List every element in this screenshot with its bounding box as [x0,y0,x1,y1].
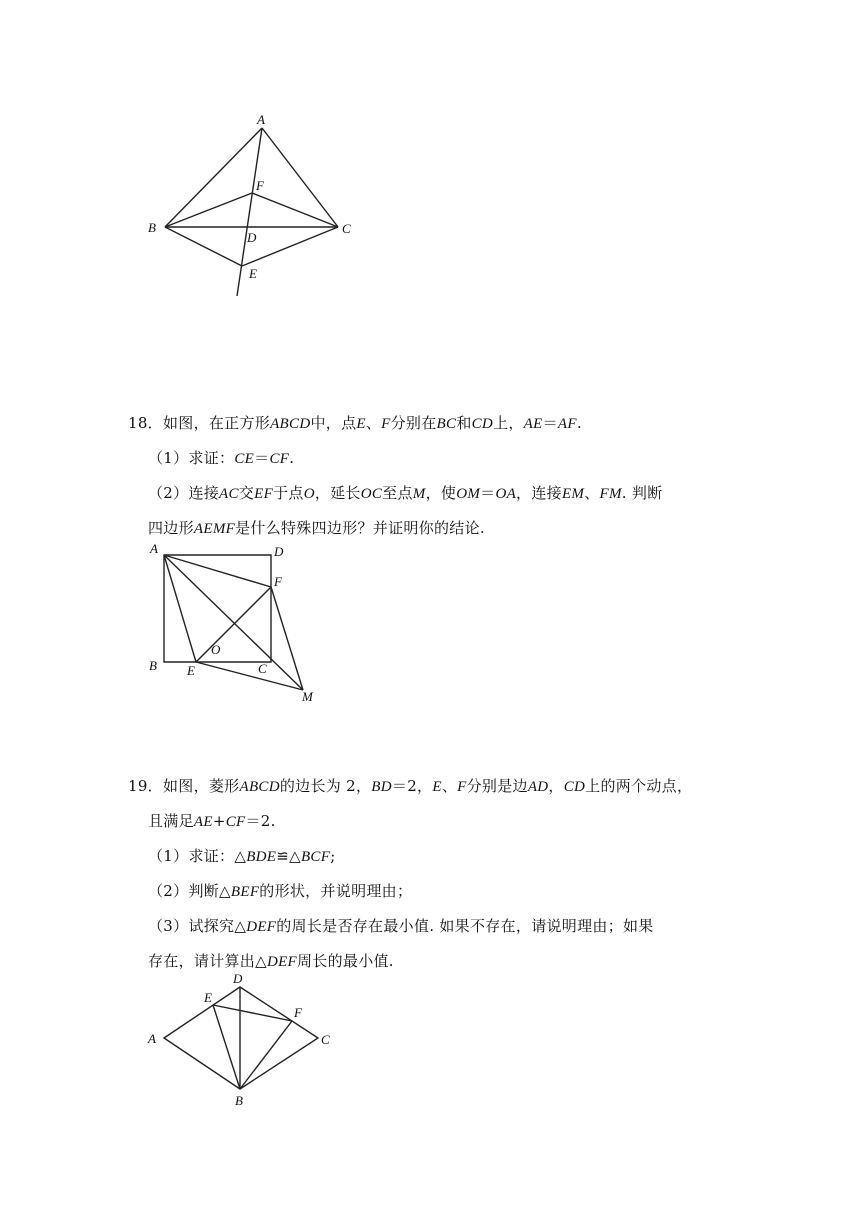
figure-18 [140,535,330,710]
label-e: E [204,990,212,1005]
label-d: D [233,971,243,986]
q18-part2-line1: （2）连接AC交EF于点O，延长OC至点M，使OM＝OA，连接EM、FM. 判断 [148,484,663,502]
label-c: C [342,221,351,236]
figure-17 [140,105,370,305]
label-c: C [258,661,267,676]
label-f: F [294,1005,302,1020]
label-b: B [149,658,157,673]
q19-part1: （1）求证：△BDE≌△BCF; [148,847,336,865]
q18-stem: 18．如图，在正方形ABCD中，点E、F分别在BC和CD上，AE＝AF. [128,414,582,432]
q19-stem-line1: 19．如图，菱形ABCD的边长为 2，BD＝2，E、F分别是边AD，CD上的两个动点， [128,777,693,795]
segment-bf [240,1021,292,1089]
label-f: F [256,178,264,193]
q19-part3-line1: （3）试探究△DEF的周长是否存在最小值. 如果不存在，请说明理由；如果 [148,917,654,935]
segment-ec [242,227,338,266]
segment-be [213,1005,240,1089]
figure-19 [140,965,340,1115]
label-d: D [274,544,284,559]
label-e: E [249,266,257,281]
label-f: F [274,574,282,589]
label-d: D [247,230,257,245]
segment-ef [196,587,271,662]
q19-part2: （2）判断△BEF的形状，并说明理由； [148,882,413,900]
label-m: M [302,689,313,704]
q18-part1: （1）求证：CE＝CF. [148,449,295,467]
label-a: A [148,1031,156,1046]
rhombus-abcd [164,987,318,1089]
q19-stem-line2: 且满足AE+CF＝2. [148,812,276,830]
q19-part3-line2: 存在，请计算出△DEF周长的最小值. [148,952,394,970]
label-a: A [150,541,158,556]
label-b: B [235,1093,243,1108]
label-a: A [257,112,265,127]
segment-em [196,662,303,690]
q18-part2-line2: 四边形AEMF是什么特殊四边形？并证明你的结论. [148,519,485,537]
segment-bf [165,193,252,227]
label-c: C [321,1032,330,1047]
segment-be [165,227,242,266]
label-b: B [148,220,156,235]
label-o: O [211,642,221,657]
segment-ab [165,128,262,227]
label-e: E [187,663,195,678]
